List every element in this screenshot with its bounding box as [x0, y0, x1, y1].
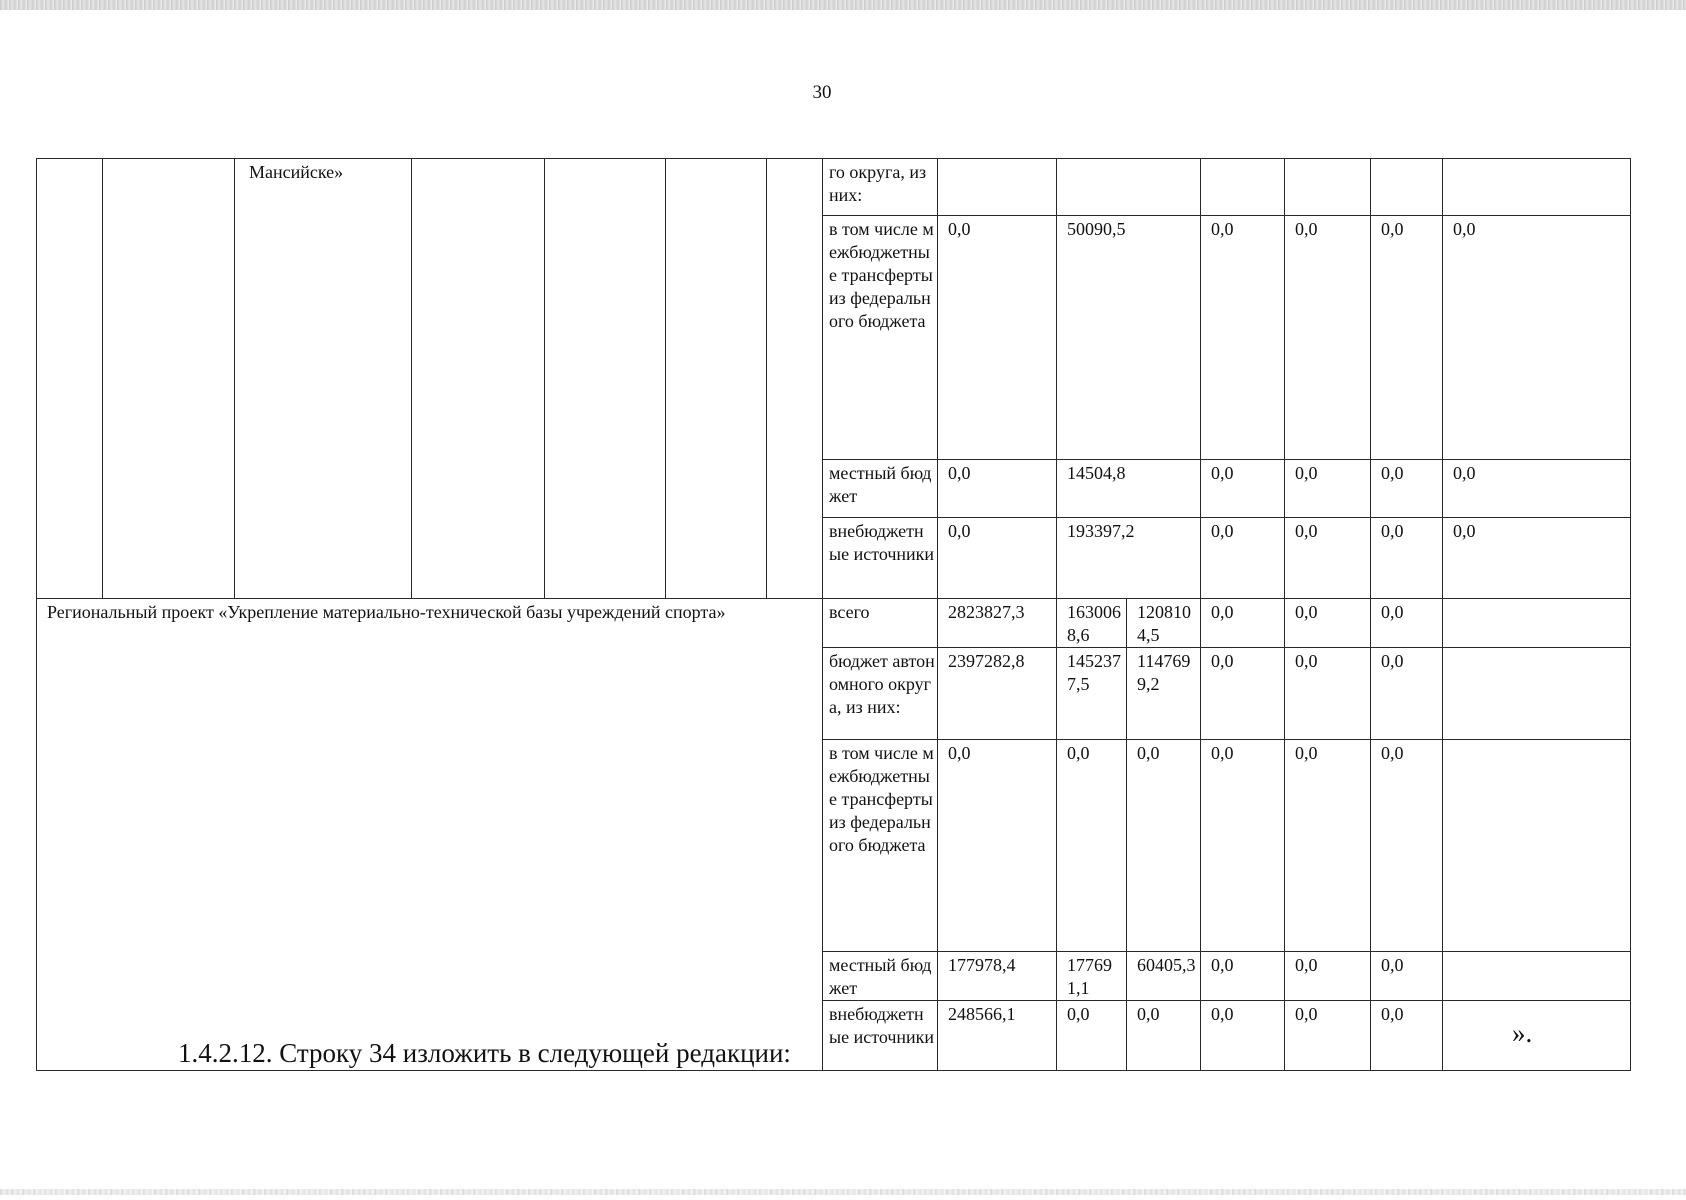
value-cell: 0,0	[1285, 740, 1371, 952]
value-cell: 0,0	[1443, 517, 1631, 599]
table-cell-empty	[767, 159, 823, 599]
funding-source-cell: внебюджетные источники	[823, 517, 938, 599]
value-cell	[1443, 159, 1631, 216]
value-cell: 0,0	[1371, 648, 1443, 740]
value-cell: 0,0	[938, 740, 1057, 952]
value-cell: 60405,3	[1127, 952, 1201, 1001]
value-cell: 0,0	[1201, 460, 1285, 517]
value-cell: 2397282,8	[938, 648, 1057, 740]
funding-source-cell: местный бюджет	[823, 460, 938, 517]
value-cell: 0,0	[1443, 216, 1631, 460]
funding-source-cell: всего	[823, 599, 938, 648]
value-cell: 1452377,5	[1057, 648, 1127, 740]
funding-source-cell: го округа, из них:	[823, 159, 938, 216]
value-cell: 0,0	[1201, 648, 1285, 740]
event-name-cell: Мансийске»	[235, 159, 412, 599]
value-cell: 1630068,6	[1057, 599, 1127, 648]
value-cell: 0,0	[1285, 599, 1371, 648]
value-cell: 0,0	[938, 517, 1057, 599]
value-cell: 2823827,3	[938, 599, 1057, 648]
table-row	[37, 599, 1631, 648]
table-cell-empty	[666, 159, 767, 599]
table-cell-empty	[1443, 648, 1631, 740]
value-cell: 0,0	[938, 460, 1057, 517]
table-cell-empty	[545, 159, 666, 599]
funding-source-cell: в том числе межбюджетные трансферты из федерального бюджета	[823, 216, 938, 460]
value-cell: 177691,1	[1057, 952, 1127, 1001]
value-cell	[1057, 159, 1201, 216]
funding-source-cell: в том числе межбюджетные трансферты из федерального бюджета	[823, 740, 938, 952]
value-cell: 0,0	[1285, 952, 1371, 1001]
value-cell: 0,0	[1057, 1001, 1127, 1071]
value-cell: 0,0	[1371, 952, 1443, 1001]
table-cell-empty	[412, 159, 545, 599]
value-cell	[1371, 159, 1443, 216]
value-cell: 0,0	[938, 216, 1057, 460]
value-cell: 0,0	[1443, 460, 1631, 517]
closing-quote: ».	[1512, 1018, 1533, 1048]
regional-project-title: Региональный проект «Укрепление материально-технической базы учреждений спорта»	[37, 599, 823, 1071]
value-cell: 0,0	[1371, 517, 1443, 599]
value-cell: 0,0	[1371, 216, 1443, 460]
table-cell-empty	[1443, 1001, 1631, 1071]
value-cell: 0,0	[1201, 517, 1285, 599]
value-cell: 0,0	[1201, 952, 1285, 1001]
value-cell: 0,0	[1371, 740, 1443, 952]
value-cell: 1208104,5	[1127, 599, 1201, 648]
value-cell: 0,0	[1057, 740, 1127, 952]
value-cell: 50090,5	[1057, 216, 1201, 460]
amendment-instruction: 1.4.2.12. Строку 34 изложить в следующей редакции:	[178, 1038, 791, 1068]
funding-source-cell: бюджет автономного округа, из них:	[823, 648, 938, 740]
value-cell	[1285, 159, 1371, 216]
value-cell: 0,0	[1127, 1001, 1201, 1071]
value-cell: 0,0	[1371, 1001, 1443, 1071]
value-cell: 0,0	[1201, 216, 1285, 460]
value-cell: 0,0	[1285, 216, 1371, 460]
table-cell-empty	[1443, 599, 1631, 648]
value-cell: 1147699,2	[1127, 648, 1201, 740]
table-cell-empty	[37, 159, 103, 599]
value-cell: 0,0	[1285, 1001, 1371, 1071]
funding-source-cell: внебюджетные источники	[823, 1001, 938, 1071]
value-cell: 0,0	[1285, 648, 1371, 740]
funding-source-cell: местный бюджет	[823, 952, 938, 1001]
value-cell: 0,0	[1201, 740, 1285, 952]
value-cell	[1201, 159, 1285, 216]
value-cell	[938, 159, 1057, 216]
value-cell: 193397,2	[1057, 517, 1201, 599]
value-cell: 0,0	[1285, 460, 1371, 517]
table-cell-empty	[1443, 952, 1631, 1001]
table-cell-empty	[103, 159, 235, 599]
scan-edge-top	[0, 0, 1686, 10]
table-cell-empty	[1443, 740, 1631, 952]
value-cell: 0,0	[1201, 599, 1285, 648]
value-cell: 248566,1	[938, 1001, 1057, 1071]
value-cell: 177978,4	[938, 952, 1057, 1001]
financing-table	[36, 158, 1631, 1071]
page-number: 30	[812, 82, 832, 103]
value-cell: 0,0	[1371, 460, 1443, 517]
value-cell: 0,0	[1201, 1001, 1285, 1071]
scan-edge-bottom	[0, 1189, 1686, 1195]
value-cell: 14504,8	[1057, 460, 1201, 517]
value-cell: 0,0	[1371, 599, 1443, 648]
value-cell: 0,0	[1127, 740, 1201, 952]
value-cell: 0,0	[1285, 517, 1371, 599]
table-row	[37, 159, 1631, 216]
